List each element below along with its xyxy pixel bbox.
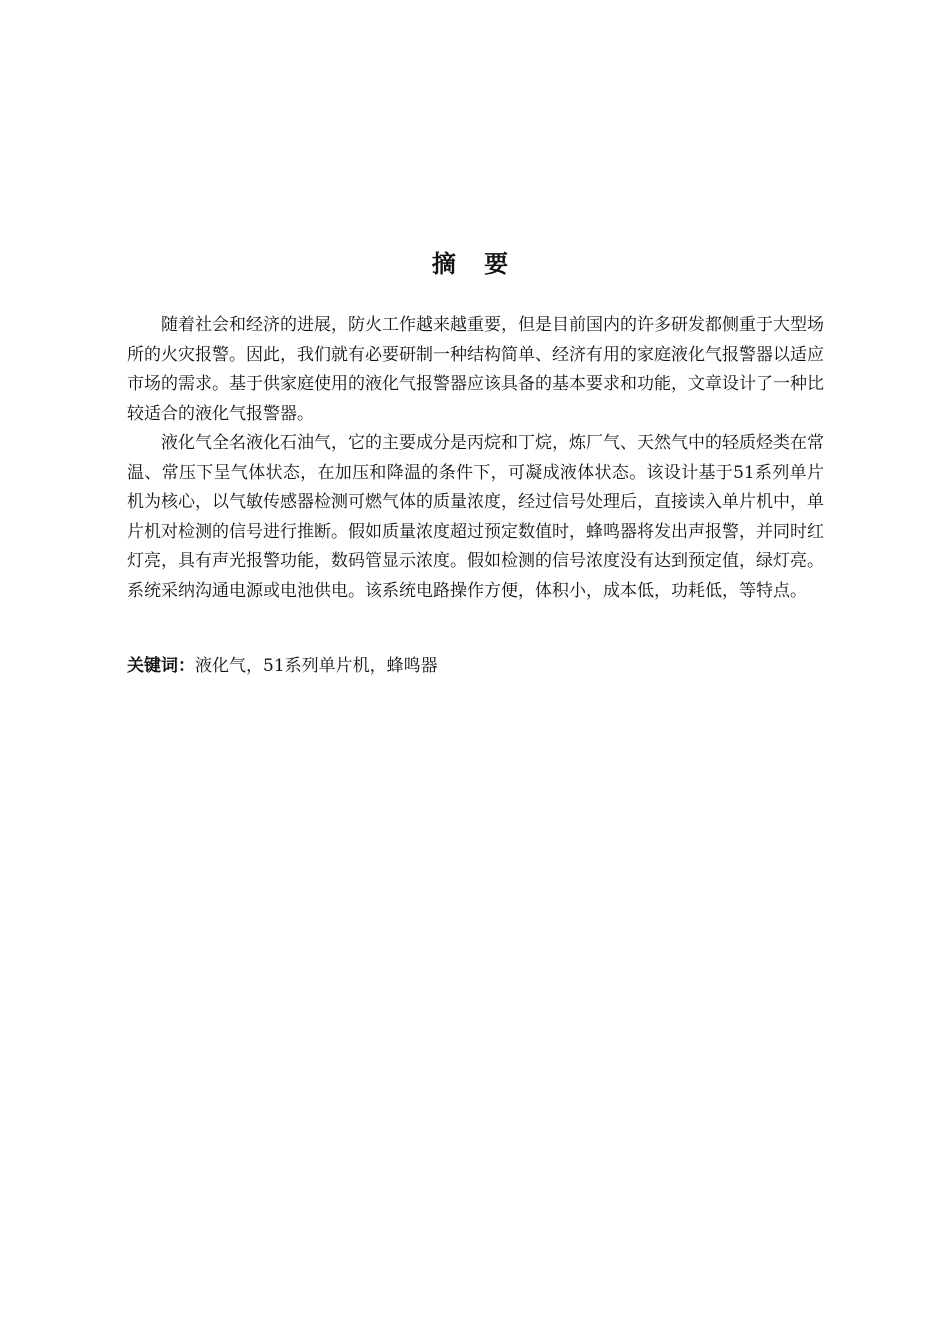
keywords-line [127, 652, 824, 681]
abstract-paragraph-1: 随着社会和经济的进展，防火工作越来越重要，但是目前国内的许多研发都侧重于大型场所的火灾报警。因此，我们就有必要研制一种结构简单、经济有用的家庭液化气报警器以适应市场的需求。基于供家庭使用的液化气报警器应该具备的基本要求和功能，文章设计了一种比较适合的液化气报警器。 [127, 315, 824, 424]
abstract-body [127, 311, 824, 606]
keywords-label: 关键词： [127, 656, 195, 676]
keywords-value: 液化气，51系列单片机，蜂鸣器 [195, 656, 438, 676]
page-title: 摘 要 [431, 250, 519, 278]
abstract-paragraph-2: 液化气全名液化石油气，它的主要成分是丙烷和丁烷，炼厂气、天然气中的轻质烃类在常温、常压下呈气体状态，在加压和降温的条件下，可凝成液体状态。该设计基于51系列单片机为核心，以气敏传感器检测可燃气体的质量浓度，经过信号处理后，直接读入单片机中，单片机对检测的信号进行推断。假如质量浓度超过预定数值时，蜂鸣器将发出声报警，并同时红灯亮，具有声光报警功能，数码管显示浓度。假如检测的信号浓度没有达到预定值，绿灯亮。系统采纳沟通电源或电池供电。该系统电路操作方便，体积小，成本低，功耗低，等特点。 [127, 433, 824, 601]
